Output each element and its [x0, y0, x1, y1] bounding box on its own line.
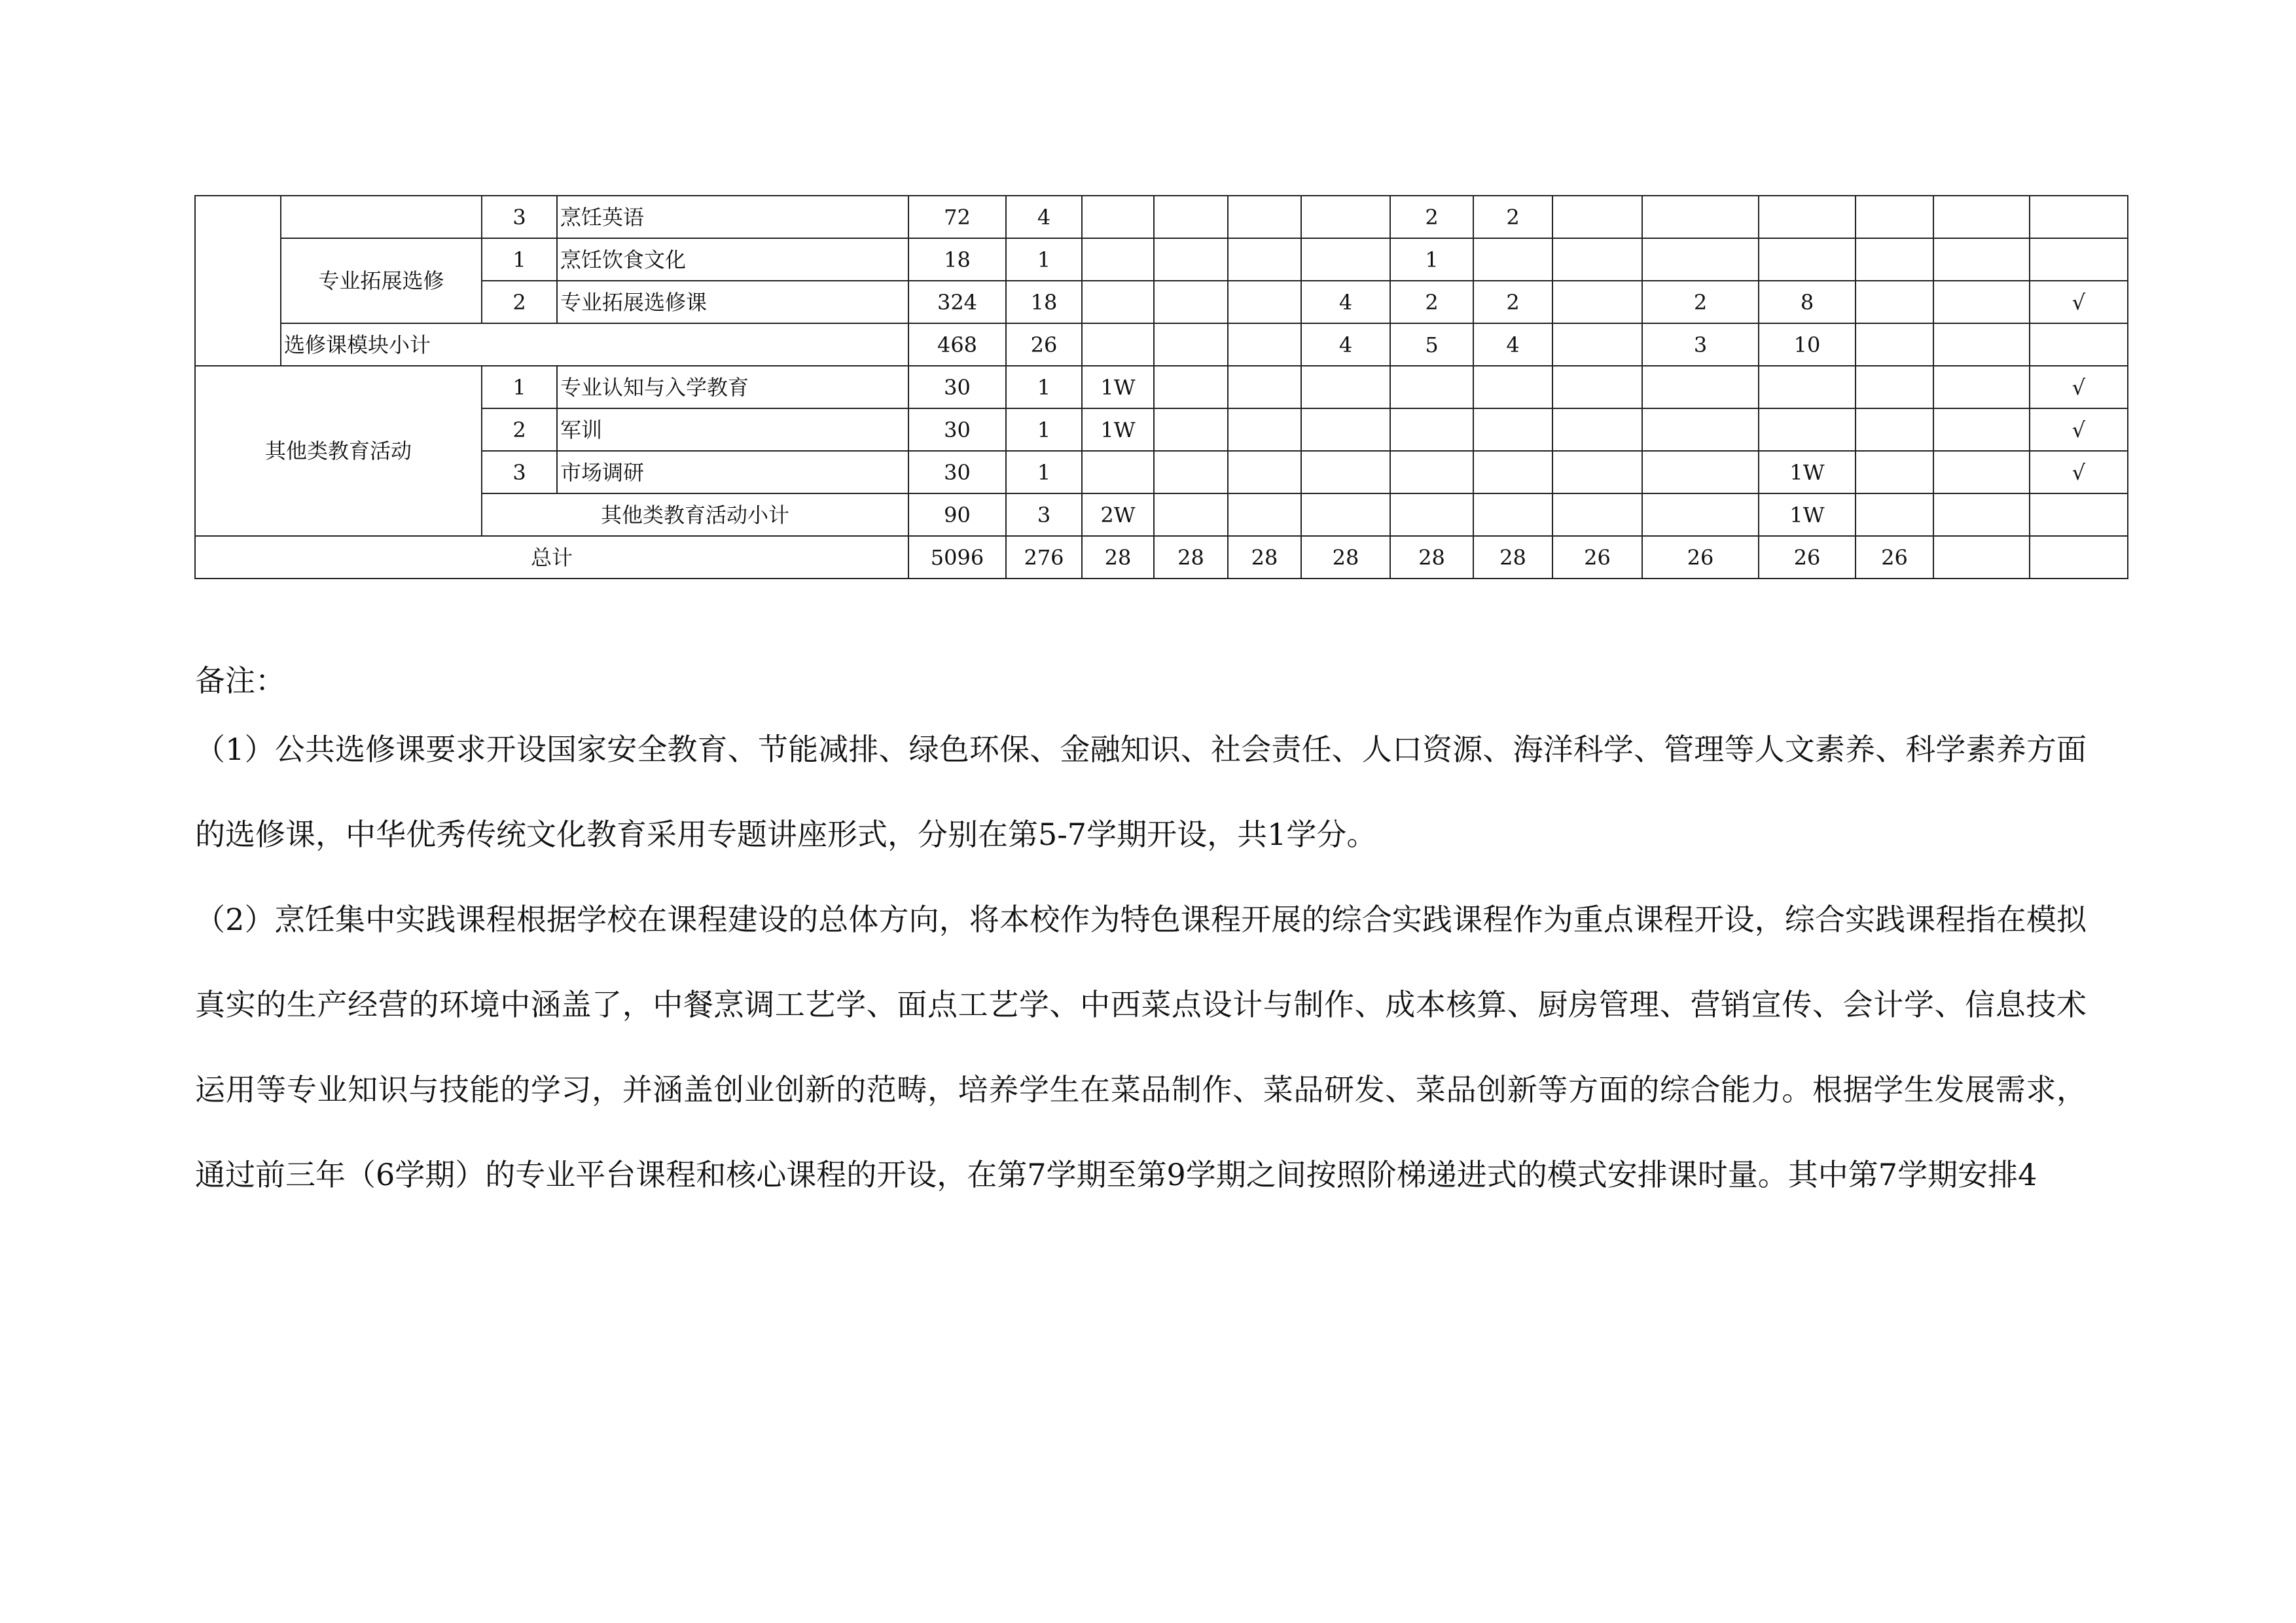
table-cell: 2: [1390, 196, 1473, 238]
table-cell: 276: [1006, 536, 1082, 579]
table-cell: 90: [908, 493, 1006, 536]
table-cell: 烹饪英语: [557, 196, 908, 238]
table-cell: 4: [1006, 196, 1082, 238]
table-cell: [1933, 323, 2030, 366]
table-cell: [1473, 493, 1552, 536]
table-cell: 30: [908, 366, 1006, 408]
table-cell: 18: [1006, 281, 1082, 323]
table-cell: [1856, 408, 1933, 451]
table-cell: 28: [1154, 536, 1228, 579]
table-cell: [1390, 408, 1473, 451]
table-cell: 2W: [1082, 493, 1154, 536]
table-cell: 1: [1006, 366, 1082, 408]
table-cell: 烹饪饮食文化: [557, 238, 908, 281]
table-cell: 28: [1301, 536, 1390, 579]
table-cell: [1856, 238, 1933, 281]
note-paragraph-1: （1）公共选修课要求开设国家安全教育、节能减排、绿色环保、金融知识、社会责任、人口资源、海洋科学、管理等人文素养、科学素养方面的选修课，中华优秀传统文化教育采用专题讲座形式，分别在第5-7学期开设，共1学分。: [195, 732, 2087, 852]
table-cell: [1933, 366, 2030, 408]
table-cell: 1W: [1759, 451, 1856, 493]
table-cell: [1473, 366, 1552, 408]
table-cell: 2: [482, 281, 557, 323]
table-cell: 468: [908, 323, 1006, 366]
course-schedule-table: [194, 195, 2128, 579]
table-cell: [1642, 451, 1759, 493]
table-cell: 总计: [195, 536, 908, 579]
table-cell: √: [2030, 451, 2128, 493]
table-cell: [1301, 196, 1390, 238]
table-cell: 5096: [908, 536, 1006, 579]
table-cell: 1W: [1759, 493, 1856, 536]
table-cell: [1933, 493, 2030, 536]
table-cell: [1856, 281, 1933, 323]
table-cell: 72: [908, 196, 1006, 238]
table-cell: [1301, 366, 1390, 408]
table-cell: [1228, 323, 1301, 366]
table-cell: 26: [1552, 536, 1642, 579]
table-cell: 其他类教育活动小计: [482, 493, 908, 536]
table-cell: [1390, 366, 1473, 408]
table-cell: [1856, 196, 1933, 238]
table-cell: 2: [482, 408, 557, 451]
table-cell: [1552, 238, 1642, 281]
table-cell: [1154, 451, 1228, 493]
table-cell: [2030, 536, 2128, 579]
table-cell: [1082, 238, 1154, 281]
table-cell: [2030, 196, 2128, 238]
table-cell: 1: [1006, 408, 1082, 451]
table-cell: [1228, 281, 1301, 323]
table-cell: [1552, 281, 1642, 323]
table-cell: 28: [1473, 536, 1552, 579]
table-cell: 324: [908, 281, 1006, 323]
table-cell: 3: [482, 451, 557, 493]
table-cell: 1W: [1082, 408, 1154, 451]
table-cell: 10: [1759, 323, 1856, 366]
table-cell: [195, 196, 281, 366]
table-cell: [1552, 493, 1642, 536]
table-cell: 1: [482, 238, 557, 281]
table-cell: [1933, 281, 2030, 323]
table-cell: [1759, 196, 1856, 238]
notes-section: [195, 654, 2087, 1217]
table-cell: [1933, 196, 2030, 238]
table-cell: [1933, 238, 2030, 281]
table-row: [195, 451, 2128, 493]
table-cell: 4: [1301, 323, 1390, 366]
table-cell: 1: [1390, 238, 1473, 281]
table-cell: 3: [1642, 323, 1759, 366]
table-cell: [1301, 451, 1390, 493]
table-cell: [1552, 451, 1642, 493]
table-cell: [1301, 408, 1390, 451]
table-cell: [1228, 451, 1301, 493]
table-cell: 4: [1301, 281, 1390, 323]
table-cell: 28: [1390, 536, 1473, 579]
table-cell: [1082, 281, 1154, 323]
table-cell: [1642, 493, 1759, 536]
table-row: [195, 323, 2128, 366]
table-row: [195, 493, 2128, 536]
table-cell: 5: [1390, 323, 1473, 366]
table-cell: [1154, 366, 1228, 408]
table-cell: [1390, 451, 1473, 493]
table-cell: [1759, 366, 1856, 408]
table-cell: 专业认知与入学教育: [557, 366, 908, 408]
table-cell: 2: [1473, 281, 1552, 323]
table-cell: [1642, 408, 1759, 451]
table-cell: 3: [482, 196, 557, 238]
table-cell: [1473, 408, 1552, 451]
table-cell: [1759, 408, 1856, 451]
table-cell: √: [2030, 281, 2128, 323]
table-cell: [281, 196, 482, 238]
table-cell: [1228, 196, 1301, 238]
table-cell: [1154, 196, 1228, 238]
table-cell: [1228, 408, 1301, 451]
table-cell: [1228, 238, 1301, 281]
table-cell: [1301, 238, 1390, 281]
table-cell: [1856, 451, 1933, 493]
table-cell: 2: [1642, 281, 1759, 323]
table-cell: 专业拓展选修课: [557, 281, 908, 323]
table-cell: [1473, 238, 1552, 281]
table-cell: 26: [1856, 536, 1933, 579]
table-cell: 8: [1759, 281, 1856, 323]
table-cell: [1228, 493, 1301, 536]
table-cell: 2: [1390, 281, 1473, 323]
table-cell: 1W: [1082, 366, 1154, 408]
table-cell: 1: [1006, 238, 1082, 281]
table-cell: [1473, 451, 1552, 493]
table-cell: 26: [1642, 536, 1759, 579]
table-cell: 2: [1473, 196, 1552, 238]
table-cell: [1856, 366, 1933, 408]
table-cell: 市场调研: [557, 451, 908, 493]
note-paragraph-2: （2）烹饪集中实践课程根据学校在课程建设的总体方向，将本校作为特色课程开展的综合实践课程作为重点课程开设，综合实践课程指在模拟真实的生产经营的环境中涵盖了，中餐烹调工艺学、面点工艺学、中西菜点设计与制作、成本核算、厨房管理、营销宣传、会计学、信息技术运用等专业知识与技能的学习，并涵盖创业创新的范畴，培养学生在菜品制作、菜品研发、菜品创新等方面的综合能力。根据学生发展需求，通过前三年（6学期）的专业平台课程和核心课程的开设，在第7学期至第9学期之间按照阶梯递进式的模式安排课时量。其中第7学期安排4: [195, 902, 2087, 1192]
table-cell: 26: [1759, 536, 1856, 579]
table-cell: [1552, 196, 1642, 238]
table-cell: 3: [1006, 493, 1082, 536]
table-cell: [1759, 238, 1856, 281]
table-cell: [2030, 238, 2128, 281]
table-cell: [1154, 281, 1228, 323]
table-cell: [1228, 366, 1301, 408]
table-row: [195, 366, 2128, 408]
table-cell: 28: [1228, 536, 1301, 579]
table-cell: [2030, 493, 2128, 536]
table-cell: 1: [482, 366, 557, 408]
table-cell: [1933, 536, 2030, 579]
table-cell: 18: [908, 238, 1006, 281]
table-row: [195, 408, 2128, 451]
table-cell: 专业拓展选修: [281, 238, 482, 323]
notes-title: 备注：: [195, 663, 285, 698]
table-cell: 4: [1473, 323, 1552, 366]
table-body: [195, 196, 2128, 579]
table-cell: √: [2030, 366, 2128, 408]
table-cell: [1082, 323, 1154, 366]
table-cell: 30: [908, 408, 1006, 451]
table-cell: [1390, 493, 1473, 536]
table-row: [195, 281, 2128, 323]
table-cell: [1082, 451, 1154, 493]
table-row: [195, 238, 2128, 281]
table-cell: 30: [908, 451, 1006, 493]
table-cell: 26: [1006, 323, 1082, 366]
table-cell: [1154, 493, 1228, 536]
table-row: [195, 196, 2128, 238]
table-cell: [1301, 493, 1390, 536]
table-cell: 选修课模块小计: [281, 323, 908, 366]
table-cell: [1642, 366, 1759, 408]
table-cell: [1642, 238, 1759, 281]
table-cell: [1856, 323, 1933, 366]
table-cell: [1552, 408, 1642, 451]
table-cell: √: [2030, 408, 2128, 451]
table-cell: [1154, 238, 1228, 281]
table-cell: [1552, 323, 1642, 366]
table-cell: [1552, 366, 1642, 408]
table-row: [195, 536, 2128, 579]
table-cell: 28: [1082, 536, 1154, 579]
table-cell: [1933, 451, 2030, 493]
table-cell: [1933, 408, 2030, 451]
table-cell: 军训: [557, 408, 908, 451]
table-cell: 1: [1006, 451, 1082, 493]
table-cell: [1856, 493, 1933, 536]
table-cell: [1642, 196, 1759, 238]
table-cell: 其他类教育活动: [195, 366, 482, 536]
table-cell: [1154, 408, 1228, 451]
table-cell: [1154, 323, 1228, 366]
table-cell: [1082, 196, 1154, 238]
table-cell: [2030, 323, 2128, 366]
